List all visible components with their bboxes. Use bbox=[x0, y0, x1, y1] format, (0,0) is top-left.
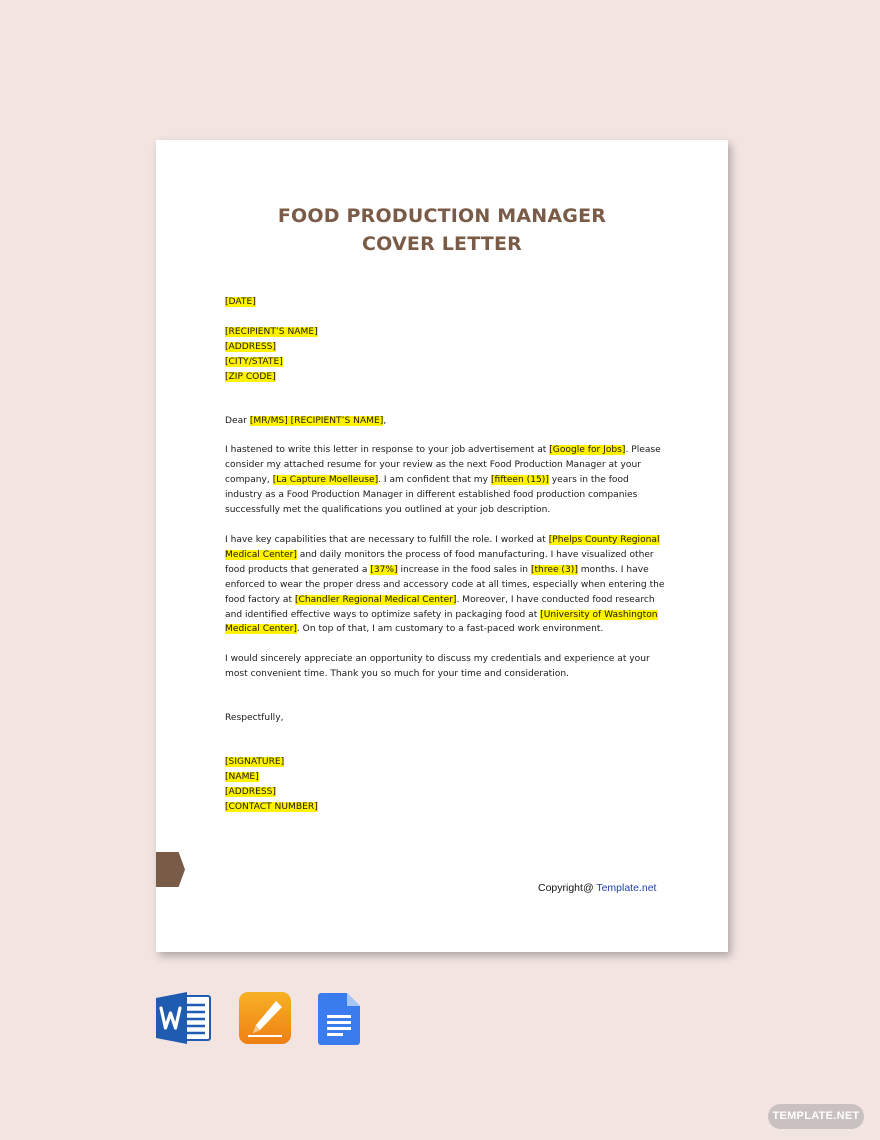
title-line-2: COVER LETTER bbox=[362, 233, 522, 255]
p1-text-1: I hastened to write this letter in response to your job advertisement at bbox=[225, 445, 550, 456]
letter-page bbox=[156, 140, 728, 952]
recipient-city-placeholder: [CITY/STATE] bbox=[225, 356, 283, 367]
date-placeholder: [DATE] bbox=[225, 297, 256, 307]
word-icon[interactable] bbox=[156, 992, 212, 1044]
recipient-address-line bbox=[225, 340, 665, 355]
p2-text-1: I have key capabilities that are necessary to fulfill the role. I worked at bbox=[225, 534, 549, 545]
sender-address-line bbox=[225, 785, 665, 800]
sender-name-line bbox=[225, 770, 665, 785]
p1-text-3: . I am confident that my bbox=[378, 475, 491, 486]
p1-text-2: . Please consider my attached resume for your review as the next Food Production Manager at your company, bbox=[225, 445, 661, 486]
pages-icon[interactable] bbox=[239, 992, 291, 1044]
salutation-name: [RECIPIENT’S NAME] bbox=[290, 415, 384, 426]
sender-address-placeholder: [ADDRESS] bbox=[225, 786, 276, 797]
salutation-suffix: , bbox=[383, 415, 387, 426]
contact-number-line bbox=[225, 800, 665, 815]
sender-name-placeholder: [NAME] bbox=[225, 771, 259, 782]
paragraph-1 bbox=[225, 443, 665, 518]
p2-highlight-1: [Phelps County Regional Medical Center] bbox=[225, 534, 660, 560]
template-net-badge[interactable]: TEMPLATE.NET bbox=[768, 1104, 864, 1129]
p1-highlight-2: [La Capture Moelleuse] bbox=[272, 475, 379, 486]
copyright-notice bbox=[538, 882, 656, 894]
closing: Respectfully, bbox=[225, 713, 284, 724]
p1-text-4: years in the food industry as a Food Production Manager in different established food production companies successfully met the qualifications you outlined at your job description. bbox=[225, 475, 638, 516]
letter-body bbox=[225, 295, 665, 815]
google-docs-icon[interactable] bbox=[318, 993, 360, 1045]
recipient-name-placeholder: [RECIPIENT’S NAME] bbox=[225, 326, 318, 337]
p2-text-5: . Moreover, I have conducted food research and identified effective ways to optimize safety in packaging food at bbox=[225, 594, 655, 620]
template-net-link[interactable]: Template.net bbox=[596, 882, 657, 894]
date-line bbox=[225, 295, 665, 310]
p2-highlight-5: [University of Washington Medical Center] bbox=[225, 609, 658, 635]
letter-title bbox=[156, 202, 728, 258]
paragraph-3: I would sincerely appreciate an opportunity to discuss my credentials and experience at your most convenient time. Thank you so much for your time and consideration. bbox=[225, 654, 650, 680]
signature-line bbox=[225, 755, 665, 770]
contact-number-placeholder: [CONTACT NUMBER] bbox=[225, 801, 318, 812]
salutation bbox=[225, 414, 665, 429]
p1-highlight-3: [fifteen (15)] bbox=[490, 475, 549, 486]
recipient-address-placeholder: [ADDRESS] bbox=[225, 341, 276, 352]
p2-highlight-3: [three (3)] bbox=[530, 564, 578, 575]
salutation-title-placeholder bbox=[249, 415, 387, 426]
recipient-name-line bbox=[225, 325, 665, 340]
recipient-city-line bbox=[225, 355, 665, 370]
p2-text-2: and daily monitors the process of food manufacturing. I have visualized other food products that generated a bbox=[225, 549, 654, 575]
recipient-zip-placeholder: [ZIP CODE] bbox=[225, 371, 276, 382]
p2-highlight-4: [Chandler Regional Medical Center] bbox=[294, 594, 457, 605]
p1-highlight-1: [Google for Jobs] bbox=[549, 445, 626, 456]
paragraph-2 bbox=[225, 533, 665, 637]
title-line-1: FOOD PRODUCTION MANAGER bbox=[277, 205, 607, 227]
p2-text-4: months. I have enforced to wear the proper dress and accessory code at all times, especially when entering the food factory at bbox=[225, 564, 665, 605]
p2-text-3: increase in the food sales in bbox=[397, 564, 531, 575]
recipient-zip-line bbox=[225, 370, 665, 385]
p2-highlight-2: [37%] bbox=[370, 564, 398, 575]
salutation-prefix: Dear bbox=[225, 415, 250, 426]
salutation-title: [MR/MS] bbox=[249, 415, 288, 426]
p2-text-6: . On top of that, I am customary to a fast-paced work environment. bbox=[296, 624, 604, 635]
copyright-prefix: Copyright@ bbox=[538, 882, 597, 894]
signature-placeholder: [SIGNATURE] bbox=[225, 757, 285, 768]
